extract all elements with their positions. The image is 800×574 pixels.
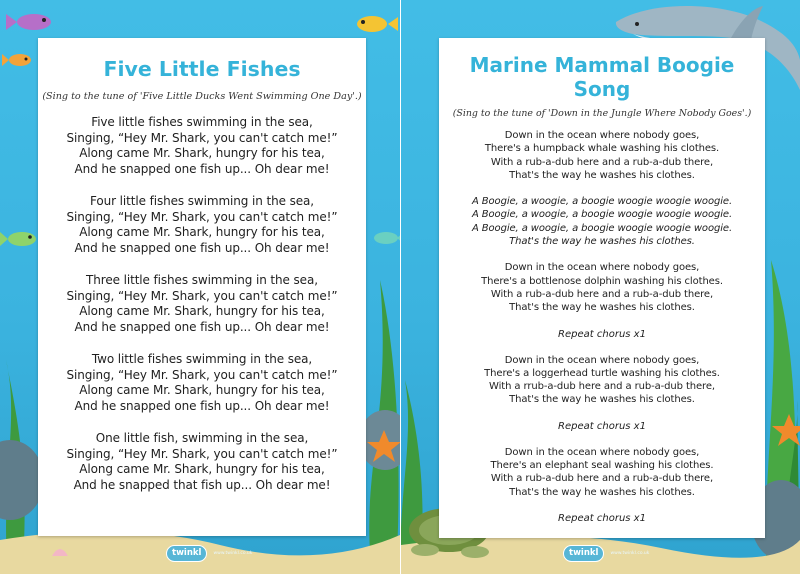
lyric-line: With a rub-a-dub here and a rub-a-dub there, xyxy=(490,288,714,300)
song-verse xyxy=(439,261,765,314)
lyric-line: There's a loggerhead turtle washing his clothes. xyxy=(484,367,720,379)
lyric-line: Down in the ocean where nobody goes, xyxy=(504,262,700,274)
lyric-line: That's the way he washes his clothes. xyxy=(509,302,695,314)
lyric-line: Along came Mr. Shark, hungry for his tea, xyxy=(79,304,325,318)
fish-icon xyxy=(374,232,400,244)
right-song-sheet xyxy=(401,0,800,574)
lyric-line: And he snapped one fish up... Oh dear me! xyxy=(74,319,330,334)
fish-icon xyxy=(357,16,398,32)
lyric-line: A Boogie, a woogie, a boogie woogie woogie woogie. xyxy=(471,196,733,208)
song-card xyxy=(38,38,366,536)
logo-url: www.twinkl.co.uk xyxy=(213,551,253,556)
song-verse xyxy=(439,446,765,499)
lyric-line: And he snapped one fish up... Oh dear me! xyxy=(74,161,330,176)
twinkl-logo xyxy=(563,545,649,562)
song-verses xyxy=(439,129,765,525)
lyric-line: That's the way he washes his clothes. xyxy=(509,169,695,181)
lyric-line: Singing, “Hey Mr. Shark, you can't catch me!” xyxy=(66,130,338,145)
repeat-chorus-note: Repeat chorus x1 xyxy=(558,512,646,524)
lyric-line: With a rub-a-dub here and a rub-a-dub there, xyxy=(490,156,714,168)
song-verse xyxy=(38,194,366,256)
lyric-line: Five little fishes swimming in the sea, xyxy=(91,115,313,129)
fish-icon xyxy=(6,14,51,30)
lyric-line: Along came Mr. Shark, hungry for his tea, xyxy=(79,225,325,239)
logo-url: www.twinkl.co.uk xyxy=(610,551,650,556)
lyric-line: There's a bottlenose dolphin washing his clothes. xyxy=(481,275,723,287)
lyric-line: Singing, “Hey Mr. Shark, you can't catch me!” xyxy=(66,446,338,461)
lyric-line: Down in the ocean where nobody goes, xyxy=(504,446,700,458)
lyric-line: Singing, “Hey Mr. Shark, you can't catch me!” xyxy=(66,209,338,224)
song-verse xyxy=(439,354,765,407)
lyric-line: And he snapped one fish up... Oh dear me! xyxy=(74,240,330,255)
lyric-line: And he snapped one fish up... Oh dear me! xyxy=(74,398,330,413)
lyric-line: Two little fishes swimming in the sea, xyxy=(91,352,313,366)
logo-badge: twinkl xyxy=(166,545,207,562)
lyric-line: There's a humpback whale washing his clothes. xyxy=(484,143,720,155)
song-verse xyxy=(38,431,366,493)
lyric-line: One little fish, swimming in the sea, xyxy=(95,431,309,445)
lyric-line: A Boogie, a woogie, a boogie woogie woogie woogie. xyxy=(471,209,733,221)
fish-icon xyxy=(0,232,36,246)
repeat-chorus-note: Repeat chorus x1 xyxy=(558,420,646,432)
lyric-line: Down in the ocean where nobody goes, xyxy=(504,354,700,366)
lyric-line: Along came Mr. Shark, hungry for his tea, xyxy=(79,462,325,476)
song-verse xyxy=(439,129,765,182)
song-title: Marine Mammal Boogie Song xyxy=(469,53,735,101)
song-subtitle: (Sing to the tune of 'Five Little Ducks Went Swimming One Day'.) xyxy=(42,91,362,102)
lyric-line: Three little fishes swimming in the sea, xyxy=(86,273,318,287)
lyric-line: Four little fishes swimming in the sea, xyxy=(90,194,314,208)
song-verse xyxy=(38,115,366,177)
song-card xyxy=(439,38,765,538)
lyric-line: That's the way he washes his clothes. xyxy=(509,486,695,498)
fish-icon xyxy=(2,54,31,66)
lyric-line: That's the way he washes his clothes. xyxy=(509,394,695,406)
lyric-line: Singing, “Hey Mr. Shark, you can't catch me!” xyxy=(66,367,338,382)
song-title: Five Little Fishes xyxy=(103,57,301,81)
lyric-line: With a rrub-a-dub here and a rub-a-dub there, xyxy=(489,381,715,393)
song-verse xyxy=(38,352,366,414)
lyric-line: That's the way he washes his clothes. xyxy=(509,236,695,248)
lyric-line: And he snapped that fish up... Oh dear me! xyxy=(73,477,331,492)
lyric-line: Along came Mr. Shark, hungry for his tea, xyxy=(79,383,325,397)
song-chorus xyxy=(439,195,765,248)
lyric-line: Along came Mr. Shark, hungry for his tea, xyxy=(79,146,325,160)
lyric-line: Singing, “Hey Mr. Shark, you can't catch me!” xyxy=(66,288,338,303)
song-verses xyxy=(38,115,366,493)
lyric-line: With a rub-a-dub here and a rub-a-dub there, xyxy=(490,473,714,485)
lyric-line: There's an elephant seal washing his clothes. xyxy=(490,460,714,472)
repeat-chorus-note: Repeat chorus x1 xyxy=(558,328,646,340)
lyric-line: Down in the ocean where nobody goes, xyxy=(504,130,700,141)
lyric-line: A Boogie, a woogie, a boogie woogie woogie woogie. xyxy=(471,222,733,234)
song-verse xyxy=(38,273,366,335)
song-subtitle: (Sing to the tune of 'Down in the Jungle Where Nobody Goes'.) xyxy=(452,108,752,119)
twinkl-logo xyxy=(166,545,252,562)
logo-badge: twinkl xyxy=(563,545,604,562)
